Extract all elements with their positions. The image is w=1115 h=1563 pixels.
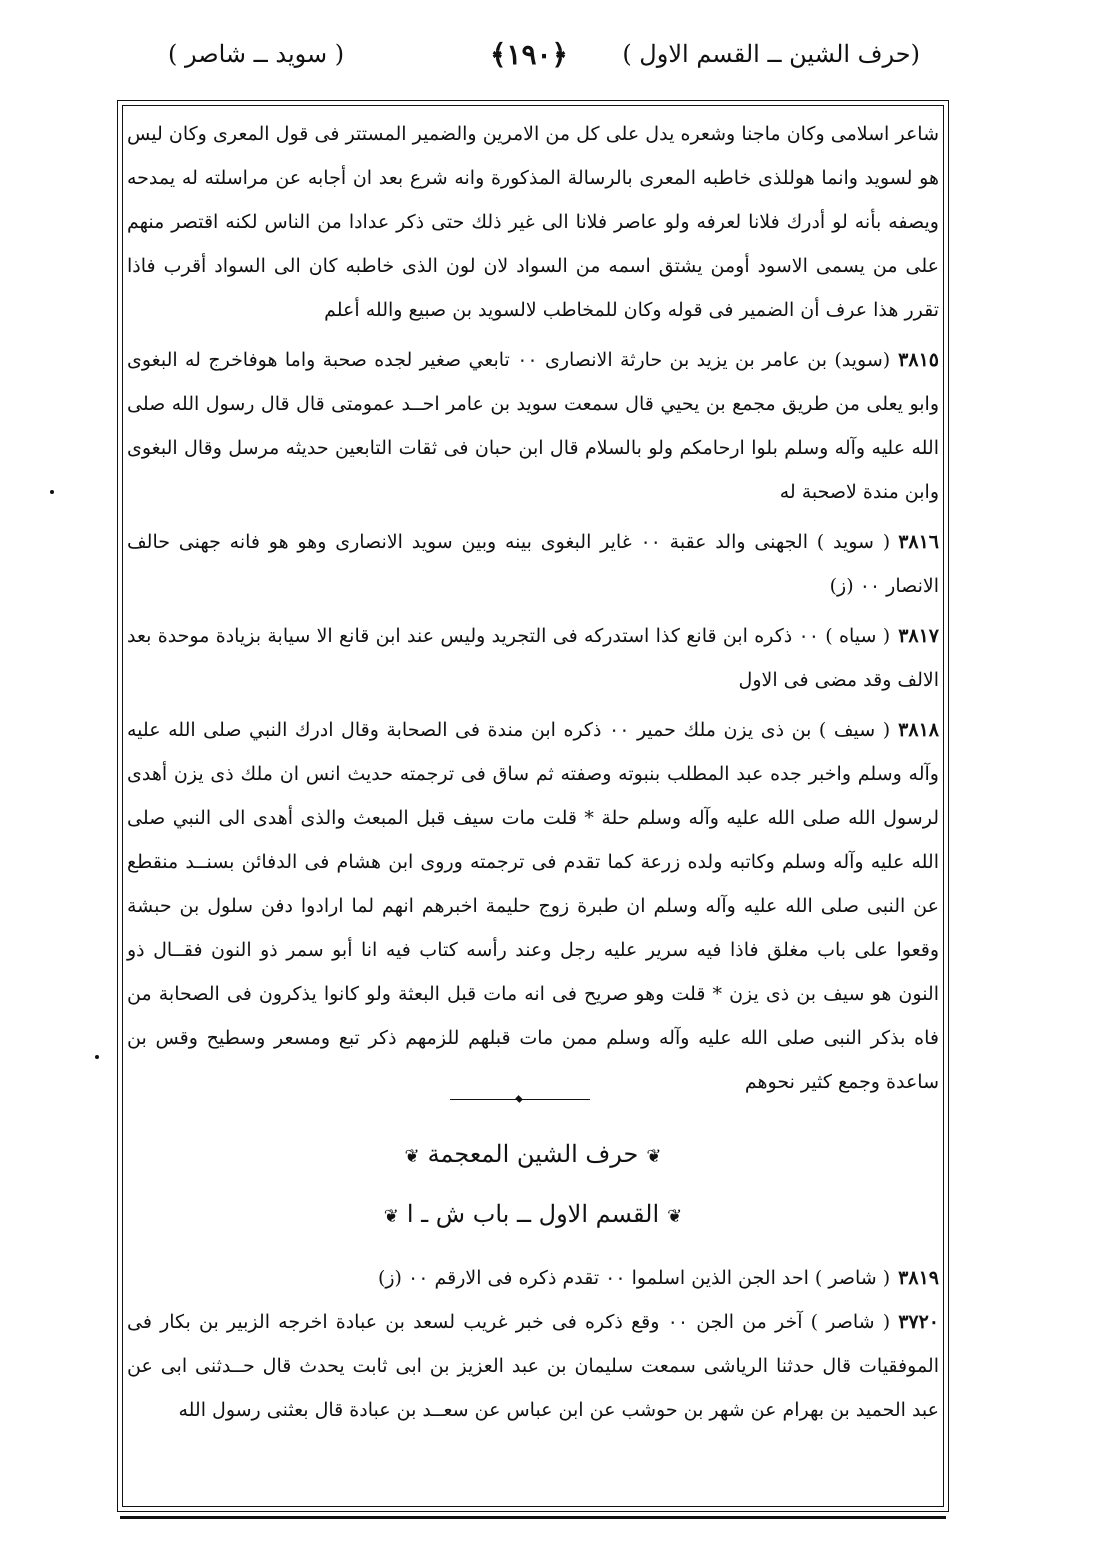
ornament-icon: ❦: [646, 1146, 662, 1167]
entry-text: ( شاصر ) احد الجن الذين اسلموا ٠٠ تقدم ذكره فى الارقم ٠٠ (ز): [377, 1267, 891, 1289]
section-heading-letter: [127, 1140, 939, 1168]
second-section-text: [127, 1256, 939, 1432]
entry-number: ٣٨١٥: [898, 349, 939, 371]
heading-text: القسم الاول ــ باب ش ـ ا: [406, 1200, 660, 1228]
entry-3818: [127, 708, 939, 1104]
running-head-left: ( سويد ــ شاصر ): [168, 40, 345, 68]
ornament-icon: ❦: [667, 1206, 683, 1227]
entry-3720: [127, 1300, 939, 1432]
section-divider: [450, 1095, 590, 1105]
entry-3819: [127, 1256, 939, 1300]
entry-3817: [127, 614, 939, 702]
heading-text: حرف الشين المعجمة: [427, 1140, 639, 1168]
entry-text: (سويد) بن عامر بن يزيد بن حارثة الانصارى ٠٠ تابعي صغير لجده صحبة واما هوفاخرج له البغوى وابو يعلى من طريق مجمع بن يحيي قال سمعت سويد بن عامر احــد عمومتى قال قال رسول الله صلى الله عليه وآله وسلم بلوا ارحامكم ولو بالسلام قال ابن حبان فى ثقات التابعين حديثه مرسل وقال البغوى وابن مندة لاصحبة له: [127, 349, 939, 503]
intro-paragraph: شاعر اسلامی وكان ماجنا وشعره يدل على كل من الامرين والضمير المستتر فى قول المعرى وكان ليس هو لسويد وانما هوللذى خاطبه المعرى بالرسالة المذكورة وانه شرع بعد ان أجابه عن مراسلته له يمدحه ويصفه بأنه لو أدرك فلانا لعرفه ولو عاصر فلانا الى غير ذلك حتى ذكر عدادا من الناس لكنه اقتصر منهم على من يسمى الاسود أومن يشتق اسمه من السواد لان لون الذى خاطبه كان الى السواد أقرب فاذا تقرر هذا عرف أن الضمير فى قوله وكان للمخاطب لالسويد بن صبيع والله أعلم: [127, 123, 939, 321]
entry-number: ٣٨١٦: [898, 531, 940, 553]
entry-text: ( سياه ) ٠٠ ذكره ابن قانع كذا استدركه فى التجريد وليس عند ابن قانع الا سيابة بزيادة موحدة بعد الالف وقد مضى فى الاول: [127, 625, 939, 691]
main-text: [127, 112, 939, 1110]
running-head-right: (حرف الشين ــ القسم الاول ): [622, 40, 920, 68]
entry-number: ٣٨١٩: [898, 1267, 939, 1289]
section-heading-part: [127, 1200, 939, 1228]
ornament-icon: ❦: [383, 1206, 399, 1227]
entry-text: ( سويد ) الجهنى والد عقبة ٠٠ غاير البغوى بينه وبين سويد الانصارى وهو هو فانه جهنى حالف الانصار ٠٠ (ز): [127, 531, 939, 597]
entry-text: ( سيف ) بن ذى يزن ملك حمير ٠٠ ذكره ابن مندة فى الصحابة وقال ادرك النبي صلى الله عليه وآله وسلم واخبر جده عبد المطلب بنبوته وصفته ثم ساق فى ترجمته حديث انس ان ملك ذى يزن أهدى لرسول الله صلى الله عليه وآله وسلم حلة * قلت مات سيف قبل المبعث والذى أهدى الى النبي صلى الله عليه وآله وسلم وكاتبه ولده زرعة كما تقدم فى ترجمته وروى ابن هشام فى الدفائن بسنــد منقطع عن النبى صلى الله عليه وآله وسلم ان طبرة زوج حليمة اخبرهم انهم لما ارادوا دفن سلول بن حبشة وقعوا على باب مغلق فاذا فيه سرير عليه رجل وعند رأسه كتاب فيه انا أبو سمر ذو النون فقــال ذو النون هو سيف بن ذى يزن * قلت وهو صريح فى انه مات قبل البعثة ولو كانوا يذكرون فى الصحابة من فاه بذكر النبى صلى الله عليه وآله وسلم ممن مات قبلهم للزمهم ذكر تبع ومسعر وسطيح وقس بن ساعدة وجمع كثير نحوهم: [127, 719, 939, 1093]
ornament-icon: ❦: [404, 1146, 420, 1167]
margin-speck: [95, 1055, 99, 1059]
divider-ornament-icon: [515, 1095, 523, 1103]
page-header: [150, 40, 920, 80]
entry-3815: [127, 338, 939, 514]
entry-number: ٣٨١٨: [898, 719, 939, 741]
entry-number: ٣٨١٧: [898, 625, 940, 647]
entry-number: ٣٧٢٠: [898, 1311, 940, 1333]
entry-3816: [127, 520, 939, 608]
entry-text: ( شاصر ) آخر من الجن ٠٠ وقع ذكره فى خبر غريب لسعد بن عبادة اخرجه الزبير بن بكار فى الموفقيات قال حدثنا الرياشى سمعت سليمان بن عبد العزيز بن ابى ثابت يحدث قال حــدثنى ابى عن عبد الحميد بن بهرام عن شهر بن حوشب عن ابن عباس عن سعــد بن عبادة قال بعثنى رسول الله: [127, 1311, 939, 1421]
margin-speck: [50, 490, 54, 494]
page-number: ﴿١٩٠﴾: [490, 38, 568, 71]
